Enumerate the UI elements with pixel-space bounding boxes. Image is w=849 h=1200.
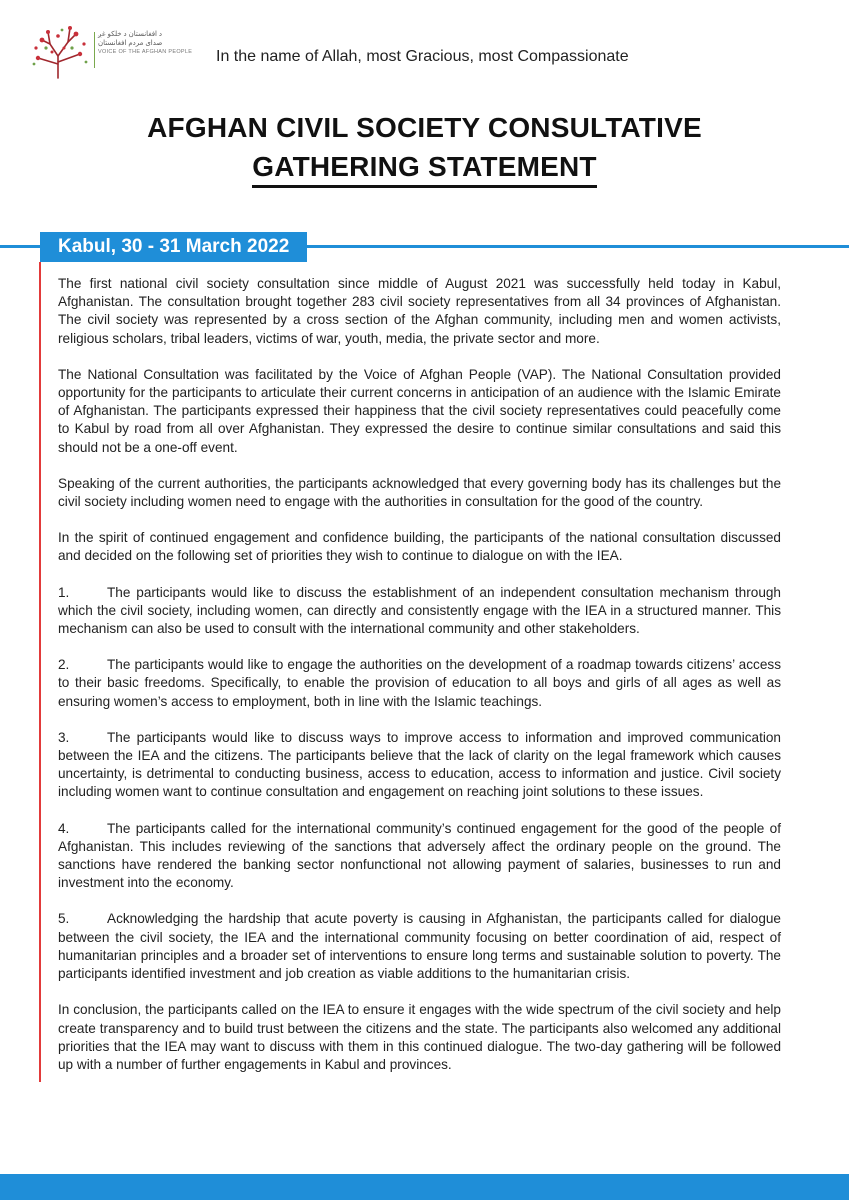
logo-pashto: د افغانستان د خلکو غږ [98,31,163,38]
priority-number: 2. [58,657,70,673]
priority-item [58,584,781,639]
date-banner [0,232,849,262]
priority-text: The participants would like to engage the authorities on the development of a roadmap towards citizens’ access to their basic freedoms. Specifically, to enable the provision of education to all boys and girls of all ages as well as ensuring women’s access to employment, both in line with the Islamic teachings. [58,657,781,709]
paragraph-facilitation: The National Consultation was facilitated by the Voice of Afghan People (VAP). The National Consultation provided opportunity for the participants to articulate their current concerns in anticipation of an audience with the Islamic Emirate of Afghanistan. The participants expressed their happiness that the civil society representatives could peacefully come to Kabul by road from all over Afghanistan. They expressed the desire to continue similar consultations and said this should not be a one-off event. [58,366,781,455]
title-line-2: GATHERING STATEMENT [252,149,596,188]
paragraph-priorities-intro: In the spirit of continued engagement and confidence building, the participants of the national consultation discussed and decided on the following set of priorities they wish to continue to dialogue on with the IEA. [58,530,781,564]
paragraph-intro: The first national civil society consultation since middle of August 2021 was successfully held today in Kabul, Afghanistan. The consultation brought together 283 civil society representatives from all 34 provinces of Afghanistan. The civil society was represented by a cross section of the Afghan community, including men and women activists, religious scholars, tribal leaders, victims of war, youth, media, the private sector and more. [58,276,781,346]
priority-item [58,656,781,711]
priority-text: Acknowledging the hardship that acute poverty is causing in Afghanistan, the participants called for dialogue between the civil society, the IEA and the international community focusing on better coordination of aid, respect of humanitarian principles and a broader set of interventions to ensure long terms and sustainable solution to poverty. The participants identified investment and job creation as viable additions to the humanitarian crisis. [58,911,781,982]
tree-logo-icon [28,20,92,80]
priority-item [58,820,781,893]
vap-logo [28,20,193,80]
priority-number: 3. [58,729,70,745]
logo-dari: صدای مردم افغانستان [98,40,163,47]
footer-bar [0,1174,849,1200]
paragraph-authorities: Speaking of the current authorities, the participants acknowledged that every governing body has its challenges but the civil society including women need to engage with the authorities in consultation for the good of the country. [58,475,781,510]
priority-number: 1. [58,584,70,600]
priority-text: The participants called for the international community’s continued engagement for the good of the people of Afghanistan. This includes reviewing of the sanctions that adversely affect the ordinary people on the ground. The sanctions have rendered the banking sector nonfunctional not allowing payment of salaries, businesses to run and investment into the economy. [58,820,781,891]
header [0,0,849,100]
paragraph-conclusion: In conclusion, the participants called on the IEA to ensure it engages with the wide spectrum of the civil society and help create transparency and to build trust between the citizens and the state. The participants also welcomed any additional priorities that the IEA may want to discuss with them in this continued dialogue. The two-day gathering will be followed up with a number of further engagements in Kabul and provinces. [58,1002,781,1072]
page-title [0,108,849,188]
priority-text: The participants would like to discuss the establishment of an independent consultation mechanism through which the civil society, including women, can directly and consistently engage with the IEA in a structured manner. This mechanism can also be used to consult with the international community and other stakeholders. [58,584,781,637]
title-line-1: AFGHAN CIVIL SOCIETY CONSULTATIVE [147,112,702,143]
date-label: Kabul, 30 - 31 March 2022 [40,232,307,262]
logo-english: VOICE OF THE AFGHAN PEOPLE [98,49,193,55]
logo-divider [94,32,95,68]
priority-number: 5. [58,911,70,927]
margin-rule [39,262,41,1082]
priority-item [58,729,781,802]
priority-text: The participants would like to discuss ways to improve access to information and improved communication between the IEA and the citizens. The participants believe that the lack of clarity on the legal framework which causes uncertainty, is detrimental to conducting business, access to education, access to information and justice. Civil society including women want to continue consultation and engagement on reaching joint solutions to these issues. [58,729,781,800]
bismillah-line: In the name of Allah, most Gracious, most Compassionate [216,48,629,65]
statement-body [58,275,781,1092]
priority-number: 4. [58,820,70,836]
priority-item [58,910,781,983]
logo-wordmark [98,30,192,57]
